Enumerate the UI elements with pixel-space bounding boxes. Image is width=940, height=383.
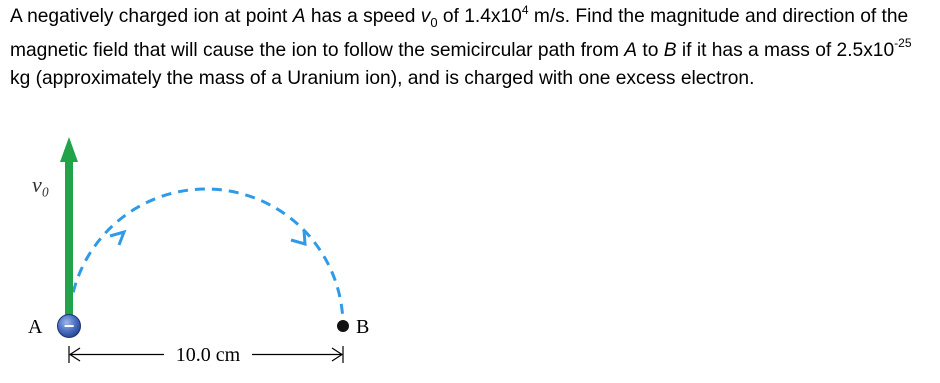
distance-label: 10.0 cm [175,344,241,366]
label-B: B [356,316,370,338]
velocity-arrowhead [60,137,78,162]
velocity-arrow-shaft [65,158,73,316]
v0-label: v₀ [32,172,50,197]
semicircle-path [69,189,343,326]
label-A: A [28,316,43,338]
path-arrowhead-left [110,232,124,245]
ion-sign: − [63,316,75,336]
point-B [337,320,349,332]
problem-statement: A negatively charged ion at point A has a speed $v_0$ of $1.4x10^4$ m/s. Find the magnitude and direction of the magnetic field that will cause the ion to follow the semicircular path from A to B if it has a mass of $2.5x10^{-25}$ kg (approximately the mass of a Uranium ion), and is charged with one excess electron. [10,2,912,89]
path-arrowhead-right [291,230,305,244]
